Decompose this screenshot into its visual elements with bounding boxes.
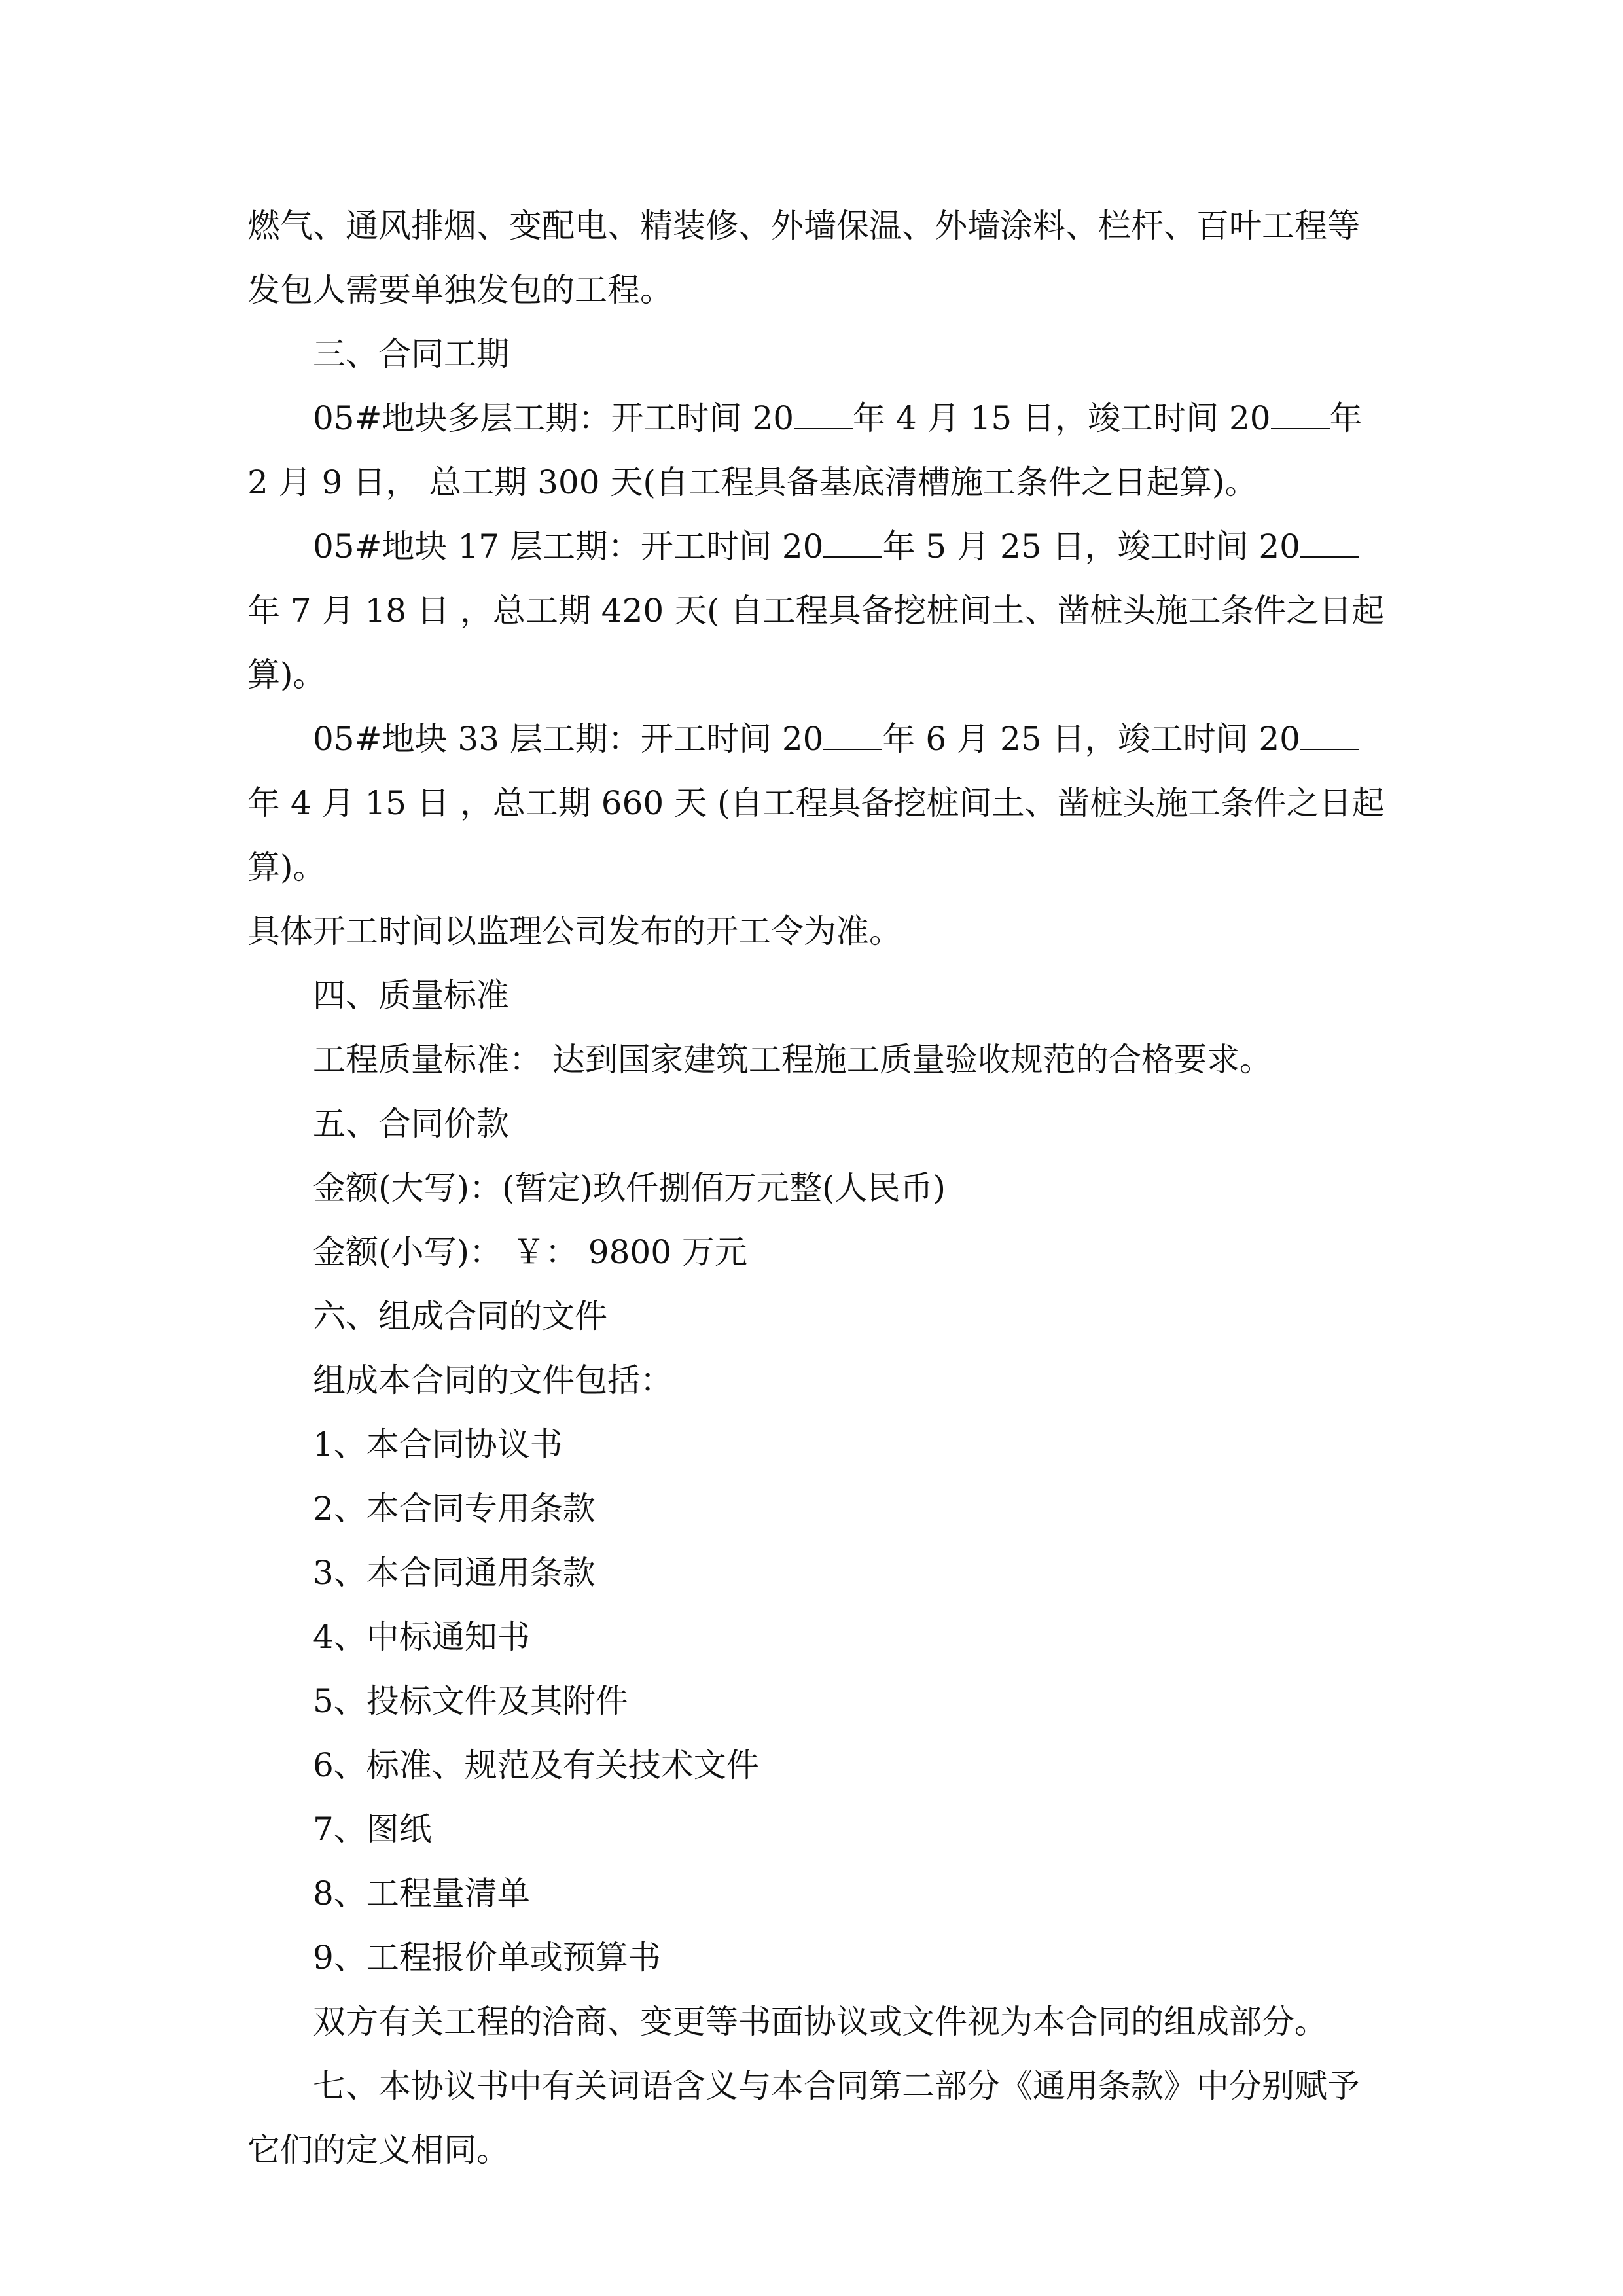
schedule-multistory (247, 386, 1386, 514)
schedule-17-floors (247, 514, 1386, 707)
heading-quality-standard: 四、质量标准 (313, 977, 509, 1014)
fill-blank-line (1300, 716, 1359, 750)
list-item: 1、本合同协议书 (313, 1426, 563, 1463)
list-item: 8、工程量清单 (313, 1874, 530, 1912)
schedule-multistory-end: 年 2 月 9 日， 总工期 300 天(自工程具备基底清槽施工条件之日起算)。 (247, 399, 1363, 501)
clause-seven: 七、本协议书中有关词语含义与本合同第二部分《通用条款》中分别赋予它们的定义相同。 (247, 2067, 1360, 2169)
paragraph-subcontract-scope: 燃气、通风排烟、变配电、精装修、外墙保温、外墙涂料、栏杆、百叶工程等发包人需要单独发包的工程。 (247, 207, 1360, 309)
fill-blank-line (794, 395, 853, 429)
schedule-33-end: 年 4 月 15 日 ，总工期 660 天 (自工程具备挖桩间土、凿桩头施工条件之日起算)。 (247, 784, 1385, 886)
documents-intro: 组成本合同的文件包括： (313, 1361, 673, 1399)
documents-outro: 双方有关工程的洽商、变更等书面协议或文件视为本合同的组成部分。 (313, 2003, 1327, 2041)
list-item: 9、工程报价单或预算书 (313, 1939, 661, 1977)
schedule-33-mid: 年 6 月 25 日，竣工时间 20 (882, 720, 1300, 758)
quality-standard-text: 工程质量标准： 达到国家建筑工程施工质量验收规范的合格要求。 (313, 1041, 1272, 1079)
list-item: 7、图纸 (313, 1810, 432, 1848)
heading-contract-price: 五、合同价款 (313, 1105, 509, 1143)
fill-blank-line (823, 524, 882, 558)
heading-contract-period: 三、合同工期 (313, 335, 509, 373)
amount-in-figures: 金额(小写)： ￥： 9800 万元 (313, 1233, 747, 1271)
list-item: 5、投标文件及其附件 (313, 1682, 628, 1720)
schedule-multistory-mid: 年 4 月 15 日，竣工时间 20 (853, 399, 1271, 437)
schedule-17-end: 年 7 月 18 日 ，总工期 420 天( 自工程具备挖桩间土、凿桩头施工条件之日起算)。 (247, 592, 1385, 694)
fill-blank-line (1271, 395, 1330, 429)
amount-in-words: 金额(大写)：(暂定)玖仟捌佰万元整(人民币) (313, 1169, 946, 1207)
list-item: 2、本合同专用条款 (313, 1490, 596, 1528)
list-item: 4、中标通知书 (313, 1618, 530, 1656)
schedule-note: 具体开工时间以监理公司发布的开工令为准。 (247, 912, 902, 950)
document-body (247, 194, 1386, 2182)
schedule-17-mid: 年 5 月 25 日，竣工时间 20 (882, 528, 1300, 565)
schedule-17-start: 05#地块 17 层工期：开工时间 20 (313, 528, 824, 565)
fill-blank-line (823, 716, 882, 750)
list-item: 6、标准、规范及有关技术文件 (313, 1746, 759, 1784)
schedule-33-start: 05#地块 33 层工期：开工时间 20 (313, 720, 824, 758)
heading-contract-documents: 六、组成合同的文件 (313, 1297, 607, 1335)
schedule-33-floors (247, 707, 1386, 899)
list-item: 3、本合同通用条款 (313, 1554, 596, 1592)
fill-blank-line (1300, 524, 1359, 558)
schedule-multistory-start: 05#地块多层工期：开工时间 20 (313, 399, 794, 437)
